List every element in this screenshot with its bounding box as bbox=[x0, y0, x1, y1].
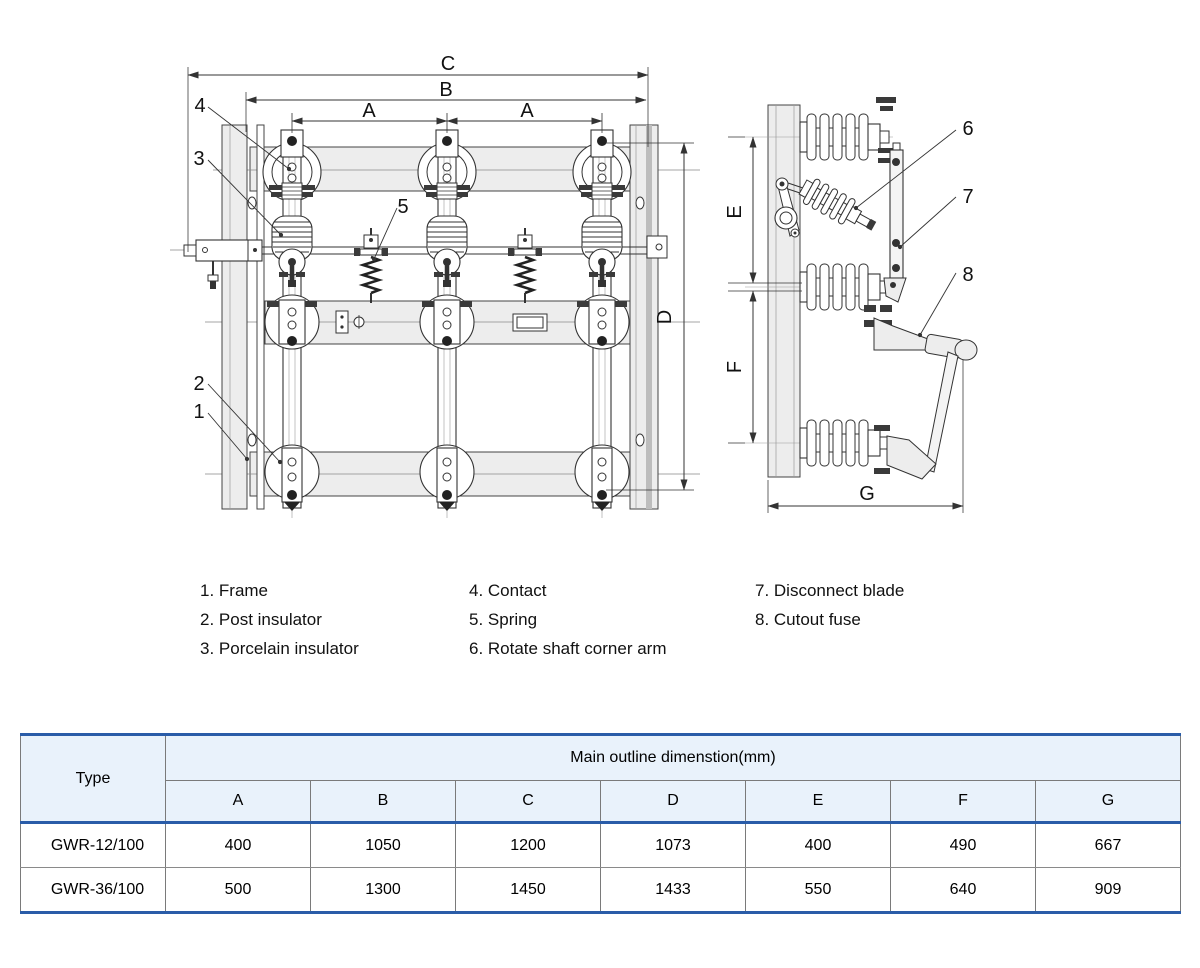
callout-5: 5 bbox=[397, 196, 409, 218]
top-insulator bbox=[800, 114, 889, 160]
legend-item-rotate-shaft-corner-arm: 6. Rotate shaft corner arm bbox=[469, 639, 667, 658]
legend-item-spring: 5. Spring bbox=[469, 610, 538, 629]
callout-6: 6 bbox=[962, 118, 974, 140]
table-header-group: Main outline dimenstion(mm) bbox=[166, 735, 1181, 781]
table-header-col-d: D bbox=[601, 781, 746, 823]
spring-2 bbox=[508, 228, 542, 303]
dim-label-e: E bbox=[724, 205, 746, 219]
disconnect-blade bbox=[884, 143, 906, 302]
legend-item-frame: 1. Frame bbox=[200, 581, 269, 600]
row-value-a: 400 bbox=[166, 823, 311, 868]
dim-label-a1: A bbox=[362, 100, 376, 122]
dimension-table bbox=[20, 733, 1181, 914]
row-value-b: 1300 bbox=[311, 868, 456, 913]
dim-label-a2: A bbox=[520, 100, 534, 122]
cutout-fuse bbox=[874, 318, 977, 479]
row-value-c: 1200 bbox=[456, 823, 601, 868]
legend-item-porcelain-insulator: 3. Porcelain insulator bbox=[200, 639, 359, 658]
legend-item-contact: 4. Contact bbox=[469, 581, 547, 600]
legend-item-disconnect-blade: 7. Disconnect blade bbox=[755, 581, 905, 600]
callout-8: 8 bbox=[962, 264, 974, 286]
left-frame-channel bbox=[222, 125, 247, 509]
table-header-type: Type bbox=[21, 735, 166, 823]
table-row bbox=[21, 823, 1181, 868]
callout-7: 7 bbox=[962, 186, 974, 208]
front-view bbox=[170, 113, 700, 518]
table-header-col-b: B bbox=[311, 781, 456, 823]
table-header-col-e: E bbox=[746, 781, 891, 823]
table-row bbox=[21, 868, 1181, 913]
table-header-col-a: A bbox=[166, 781, 311, 823]
dim-label-f: F bbox=[724, 360, 746, 374]
dim-label-c: C bbox=[440, 53, 456, 75]
row-value-f: 490 bbox=[891, 823, 1036, 868]
row-value-a: 500 bbox=[166, 868, 311, 913]
table-header-col-g: G bbox=[1036, 781, 1181, 823]
callout-2: 2 bbox=[193, 373, 205, 395]
row-type: GWR-12/100 bbox=[21, 823, 166, 868]
spec-table-section bbox=[20, 733, 1180, 914]
pole-left bbox=[263, 113, 321, 518]
row-value-c: 1450 bbox=[456, 868, 601, 913]
legend-column-2 bbox=[469, 576, 666, 663]
table-header-col-c: C bbox=[456, 781, 601, 823]
callout-4: 4 bbox=[194, 95, 206, 117]
side-view bbox=[745, 97, 977, 479]
legend-item-post-insulator: 2. Post insulator bbox=[200, 610, 322, 629]
dim-label-d: D bbox=[654, 309, 676, 325]
legend-column-1 bbox=[200, 576, 359, 663]
side-callout-leaders bbox=[856, 130, 956, 335]
diagonal-insulator bbox=[796, 175, 880, 239]
row-type: GWR-36/100 bbox=[21, 868, 166, 913]
row-value-f: 640 bbox=[891, 868, 1036, 913]
row-value-d: 1073 bbox=[601, 823, 746, 868]
callout-3: 3 bbox=[193, 148, 205, 170]
left-frame-rib bbox=[257, 125, 264, 509]
row-value-b: 1050 bbox=[311, 823, 456, 868]
row-value-e: 400 bbox=[746, 823, 891, 868]
pole-right bbox=[573, 113, 631, 518]
middle-insulator bbox=[800, 264, 889, 310]
legend-item-cutout-fuse: 8. Cutout fuse bbox=[755, 610, 861, 629]
legend-column-3 bbox=[755, 576, 904, 634]
row-value-g: 667 bbox=[1036, 823, 1181, 868]
callout-1: 1 bbox=[193, 401, 205, 423]
dim-label-b: B bbox=[439, 79, 453, 101]
row-value-d: 1433 bbox=[601, 868, 746, 913]
row-value-g: 909 bbox=[1036, 868, 1181, 913]
dim-label-g: G bbox=[859, 483, 875, 505]
table-header-col-f: F bbox=[891, 781, 1036, 823]
row-value-e: 550 bbox=[746, 868, 891, 913]
pole-center bbox=[418, 113, 476, 518]
